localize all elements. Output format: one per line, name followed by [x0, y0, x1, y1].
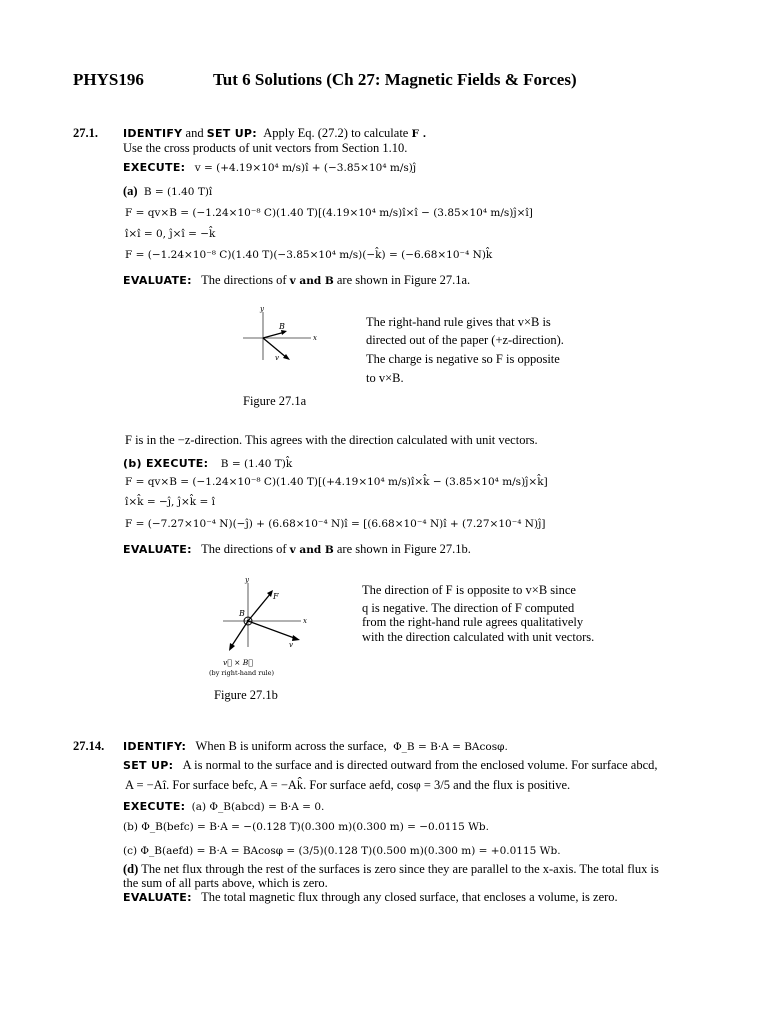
p2-identify-heading: IDENTIFY: [123, 740, 187, 753]
p2-part-d-line-2: the sum of all parts above, which is zero. [123, 876, 328, 890]
p2-part-d-line [123, 862, 659, 877]
fig-a-caption: Figure 27.1a [243, 394, 307, 408]
fig-b-vxb-arrowhead [229, 643, 235, 651]
fig-b-v-label: v [289, 641, 293, 649]
fig-b-text-4: with the direction calculated with unit vectors. [362, 630, 595, 644]
p2-part-a: (a) Φ_B(abcd) = B·A = 0. [191, 801, 325, 813]
p2-evaluate-line [123, 890, 618, 905]
fig-a-b-label: B [279, 322, 285, 331]
fig-a-x-label: x [313, 334, 317, 342]
fig-b-text-2: q is negative. The direction of F computed [362, 601, 575, 615]
evaluate-vars-b: v and B [289, 544, 334, 556]
setup-line: Use the cross products of unit vectors from Section 1.10. [123, 141, 408, 155]
evaluate-text-b: The directions of [201, 542, 287, 556]
evaluate-line-a [123, 273, 470, 288]
problem-number-27-1: 27.1. [73, 126, 98, 140]
p2-execute-line [123, 799, 324, 814]
evaluate-vars: v and B [289, 275, 334, 287]
identify-heading: IDENTIFY [123, 127, 183, 140]
part-b-execute-heading: (b) EXECUTE: [123, 457, 209, 470]
evaluate-tail: are shown in Figure 27.1a. [336, 273, 471, 287]
direction-agreement: F is in the −z-direction. This agrees with the direction calculated with unit vectors. [125, 433, 538, 447]
p2-part-c: (c) Φ_B(aefd) = B·A = BAcosφ = (3/5)(0.128 T)(0.500 m)(0.300 m) = +0.0115 Wb. [123, 845, 561, 857]
fig-a-y-label: y [260, 305, 264, 313]
part-a-label: (a) [123, 184, 138, 198]
p2-evaluate-text: The total magnetic flux through any closed surface, that encloses a volume, is zero. [201, 890, 618, 904]
setup-heading: SET UP: [206, 127, 257, 140]
fig-b-vxb-label: v⃗ × B⃗ [223, 658, 253, 667]
evaluate-tail-b: are shown in Figure 27.1b. [336, 542, 471, 556]
figure-27-1a-diagram [235, 302, 325, 370]
part-b-b-equation: B = (1.40 T)k̂ [220, 458, 293, 470]
b-equation: B = (1.40 T)î [143, 186, 213, 198]
identify-and: and [185, 126, 204, 140]
fig-a-text-4: to v×B. [366, 371, 404, 385]
fig-b-v-vector [248, 621, 297, 639]
identify-line [123, 126, 426, 141]
fig-b-text-3: from the right-hand rule agrees qualitatively [362, 615, 584, 629]
fig-a-text-1: The right-hand rule gives that v×B is [366, 315, 551, 329]
fig-b-f-vector [248, 593, 271, 621]
v-equation: v = (+4.19×10⁴ m/s)î + (−3.85×10⁴ m/s)ĵ [194, 162, 417, 174]
fig-b-f-label: F [273, 592, 279, 601]
p2-part-d-label: (d) [123, 862, 139, 876]
p2-setup-line-2: A = −Aî. For surface befc, A = −Ak̂. For surface aefd, cosφ = 3/5 and the flux is positive. [125, 778, 571, 792]
fig-b-y-label: y [245, 576, 249, 584]
identify-text: Apply Eq. (27.2) to calculate [263, 126, 409, 140]
p2-part-d-text: The net flux through the rest of the surfaces is zero since they are parallel to the x-axis. The total flux is [141, 862, 659, 876]
fig-a-text-3: The charge is negative so F is opposite [366, 352, 560, 366]
evaluate-heading: EVALUATE: [123, 274, 192, 287]
execute-line [123, 160, 416, 175]
p2-part-b: (b) Φ_B(befc) = B·A = −(0.128 T)(0.300 m)(0.300 m) = −0.0115 Wb. [123, 821, 489, 833]
p2-setup-line [123, 758, 658, 773]
part-b-unit-identity: î×k̂ = −ĵ, ĵ×k̂ = î [125, 496, 215, 508]
execute-heading: EXECUTE: [123, 161, 186, 174]
part-b-execute-line [123, 456, 292, 471]
p2-setup-text: A is normal to the surface and is directed outward from the enclosed volume. For surface abcd, [182, 758, 658, 772]
force-result: F = (−1.24×10⁻⁸ C)(1.40 T)(−3.85×10⁴ m/s)(−k̂) = (−6.68×10⁻⁴ N)k̂ [125, 249, 493, 261]
fig-b-v-arrowhead [292, 635, 300, 641]
evaluate-text: The directions of [201, 273, 287, 287]
p2-identify-line [123, 739, 508, 754]
p2-flux-equation: Φ_B = B·A = BAcosφ. [393, 741, 508, 753]
fig-b-vxb-vector [231, 621, 248, 647]
problem-number-27-14: 27.14. [73, 739, 105, 753]
p2-identify-text: When B is uniform across the surface, [195, 739, 387, 753]
identify-F: F . [411, 128, 427, 140]
p2-execute-heading: EXECUTE: [123, 800, 186, 813]
force-equation: F = qv×B = (−1.24×10⁻⁸ C)(1.40 T)[(4.19×10⁴ m/s)î×î − (3.85×10⁴ m/s)ĵ×î] [125, 207, 533, 219]
fig-b-text-1: The direction of F is opposite to v×B since [362, 583, 576, 597]
evaluate-line-b [123, 542, 471, 557]
fig-b-b-dot [247, 620, 249, 622]
fig-b-x-label: x [303, 617, 307, 625]
p2-evaluate-heading: EVALUATE: [123, 891, 192, 904]
fig-b-b-label: B [239, 609, 245, 618]
fig-a-v-label: v [275, 354, 279, 362]
fig-a-text-2: directed out of the paper (+z-direction). [366, 333, 564, 347]
page-title: Tut 6 Solutions (Ch 27: Magnetic Fields & Forces) [213, 70, 577, 89]
part-b-force-result: F = (−7.27×10⁻⁴ N)(−ĵ) + (6.68×10⁻⁴ N)î = [(6.68×10⁻⁴ N)î + (7.27×10⁻⁴ N)ĵ] [125, 518, 546, 530]
part-b-force-equation: F = qv×B = (−1.24×10⁻⁸ C)(1.40 T)[(+4.19×10⁴ m/s)î×k̂ − (3.85×10⁴ m/s)ĵ×k̂] [125, 476, 548, 488]
fig-b-rhr-label: (by right-hand rule) [209, 669, 275, 677]
fig-b-caption: Figure 27.1b [214, 688, 278, 702]
course-code: PHYS196 [73, 70, 144, 89]
p2-setup-heading: SET UP: [123, 759, 174, 772]
figure-27-1b-diagram [205, 575, 315, 680]
part-a-line [123, 184, 212, 199]
unit-vector-identity: î×î = 0, ĵ×î = −k̂ [125, 228, 216, 240]
evaluate-heading-b: EVALUATE: [123, 543, 192, 556]
